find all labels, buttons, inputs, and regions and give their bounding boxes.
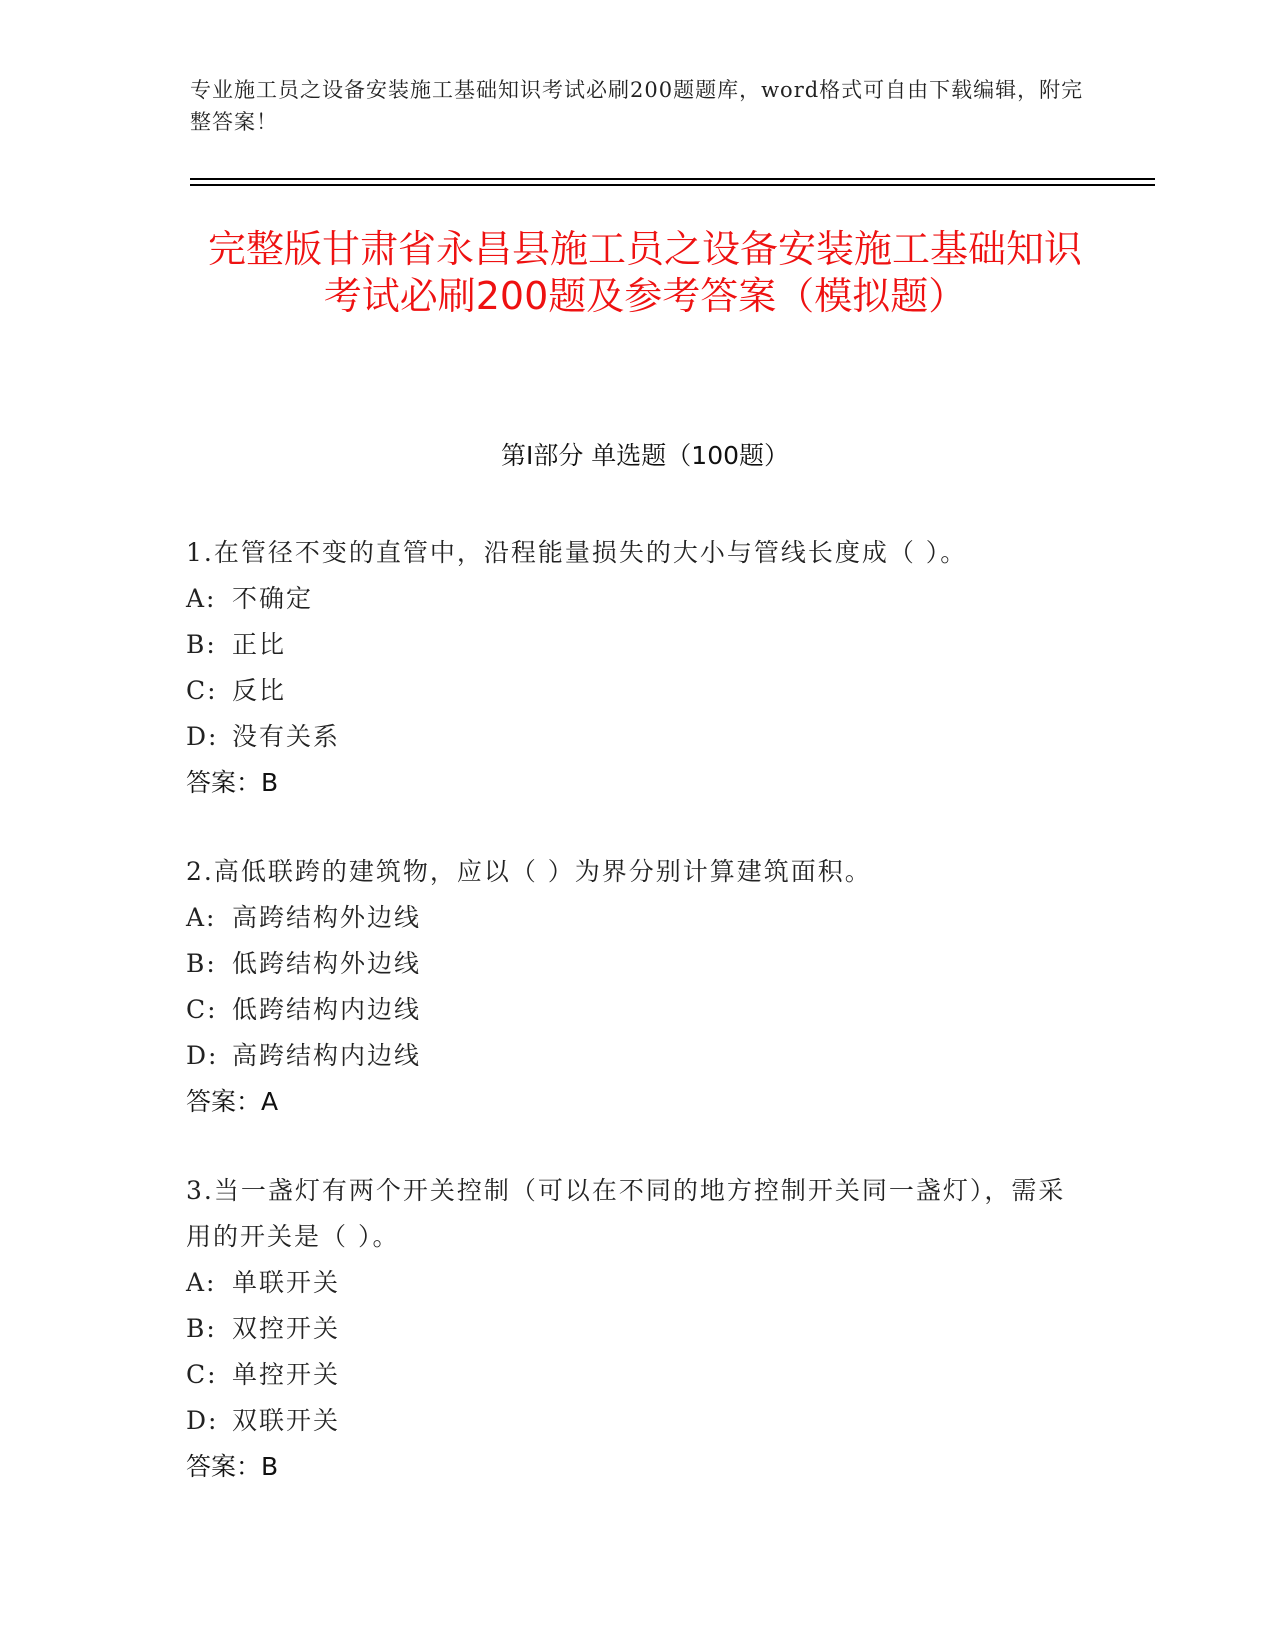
answer: 答案：B — [186, 1452, 279, 1481]
option-d — [186, 1033, 1086, 1079]
header-divider-top — [190, 178, 1155, 180]
option-text: 低跨结构外边线 — [232, 949, 422, 978]
option-a — [186, 1260, 1086, 1306]
option-b — [186, 941, 1086, 987]
question-stem: 1.在管径不变的直管中，沿程能量损失的大小与管线长度成（ ）。 — [186, 538, 968, 567]
option-text: 双控开关 — [232, 1314, 341, 1343]
option-a — [186, 576, 1086, 622]
option-c — [186, 668, 1086, 714]
option-text: 双联开关 — [232, 1406, 341, 1435]
option-letter: A: — [186, 584, 217, 613]
option-d — [186, 1398, 1086, 1444]
option-letter: D: — [186, 1041, 219, 1070]
header-note: 专业施工员之设备安装施工基础知识考试必刷200题题库，word格式可自由下载编辑，附完整答案！ — [190, 78, 1084, 134]
option-letter: C: — [186, 1360, 218, 1389]
option-b — [186, 1306, 1086, 1352]
option-text: 不确定 — [232, 584, 314, 613]
option-text: 单联开关 — [232, 1268, 341, 1297]
option-text: 单控开关 — [232, 1360, 341, 1389]
document-title: 完整版甘肃省永昌县施工员之设备安装施工基础知识考试必刷200题及参考答案（模拟题） — [207, 227, 1082, 318]
option-text: 没有关系 — [232, 722, 341, 751]
option-b — [186, 622, 1086, 668]
option-text: 反比 — [232, 676, 287, 705]
option-letter: A: — [186, 1268, 217, 1297]
option-text: 正比 — [232, 630, 287, 659]
option-a — [186, 895, 1086, 941]
question-2 — [186, 849, 1086, 1125]
option-letter: D: — [186, 1406, 219, 1435]
option-letter: B: — [186, 630, 217, 659]
option-letter: B: — [186, 1314, 217, 1343]
option-letter: A: — [186, 903, 217, 932]
answer: 答案：B — [186, 768, 279, 797]
option-c — [186, 1352, 1086, 1398]
option-letter: D: — [186, 722, 219, 751]
question-1 — [186, 530, 1086, 806]
question-stem: 3.当一盏灯有两个开关控制（可以在不同的地方控制开关同一盏灯），需采用的开关是（ ）。 — [186, 1176, 1066, 1251]
option-d — [186, 714, 1086, 760]
header-divider-bottom — [190, 184, 1155, 186]
option-text: 低跨结构内边线 — [232, 995, 422, 1024]
answer: 答案：A — [186, 1087, 279, 1116]
question-3 — [186, 1168, 1086, 1490]
section-title: 第I部分 单选题（100题） — [500, 441, 790, 470]
option-letter: C: — [186, 995, 218, 1024]
question-stem: 2.高低联跨的建筑物，应以（ ）为界分别计算建筑面积。 — [186, 857, 872, 886]
option-c — [186, 987, 1086, 1033]
option-text: 高跨结构内边线 — [232, 1041, 422, 1070]
option-text: 高跨结构外边线 — [232, 903, 422, 932]
option-letter: C: — [186, 676, 218, 705]
option-letter: B: — [186, 949, 217, 978]
